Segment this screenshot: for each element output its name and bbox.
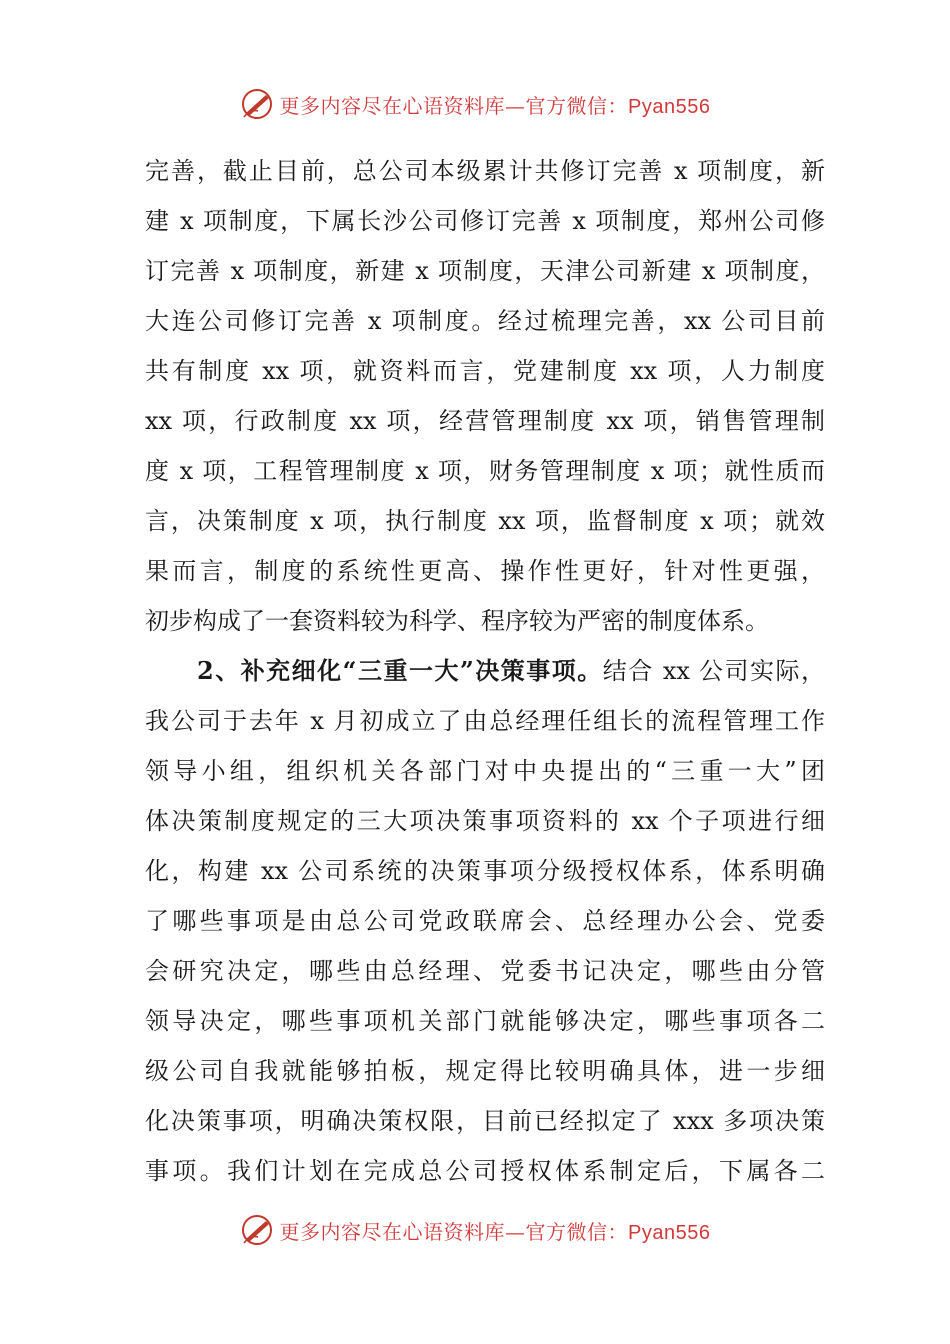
text-line: 级公司自我就能够拍板，规定得比较明确具体，进一步细 bbox=[145, 1057, 825, 1085]
wechat-handle: Pyan556 bbox=[628, 95, 711, 118]
header-banner bbox=[0, 82, 950, 126]
text-line: 初步构成了一套资料较为科学、程序较为严密的制度体系。 bbox=[145, 607, 769, 635]
text-line: 领导决定，哪些事项机关部门就能够决定，哪些事项各二 bbox=[145, 1007, 825, 1035]
text-line: xx 项，行政制度 xx 项，经营管理制度 xx 项，销售管理制 bbox=[145, 407, 825, 435]
text-line: 了哪些事项是由总公司党政联席会、总经理办公会、党委 bbox=[145, 907, 825, 935]
heading-continuation: 结合 xx 公司实际， bbox=[602, 657, 826, 685]
text-line: 订完善 x 项制度，新建 x 项制度，天津公司新建 x 项制度， bbox=[145, 257, 825, 285]
text-line: 会研究决定，哪些由总经理、党委书记决定，哪些由分管 bbox=[145, 957, 825, 985]
text-line: 果而言，制度的系统性更高、操作性更好，针对性更强， bbox=[145, 557, 825, 585]
banner-text bbox=[280, 90, 711, 119]
pen-circle-logo-icon bbox=[240, 87, 274, 121]
footer-banner bbox=[0, 1208, 950, 1252]
paragraph-2 bbox=[145, 646, 825, 1196]
paragraph-2-first-line bbox=[145, 646, 825, 696]
text-line: 度 x 项，工程管理制度 x 项，财务管理制度 x 项；就性质而 bbox=[145, 457, 825, 485]
text-line: 化决策事项，明确决策权限，目前已经拟定了 xxx 多项决策 bbox=[145, 1107, 825, 1135]
text-line: 完善，截止目前，总公司本级累计共修订完善 x 项制度，新 bbox=[145, 157, 825, 185]
text-line: 言，决策制度 x 项，执行制度 xx 项，监督制度 x 项；就效 bbox=[145, 507, 825, 535]
text-line: 建 x 项制度，下属长沙公司修订完善 x 项制度，郑州公司修 bbox=[145, 207, 825, 235]
text-line: 我公司于去年 x 月初成立了由总经理任组长的流程管理工作 bbox=[145, 707, 825, 735]
text-line: 领导小组，组织机关各部门对中央提出的“三重一大”团 bbox=[145, 757, 825, 785]
section-heading: 2、补充细化“三重一大”决策事项。 bbox=[197, 656, 603, 685]
paragraph-1 bbox=[145, 146, 825, 646]
text-line: 化，构建 xx 公司系统的决策事项分级授权体系，体系明确 bbox=[145, 857, 825, 885]
document-body bbox=[145, 146, 825, 1196]
text-line: 体决策制度规定的三大项决策事项资料的 xx 个子项进行细 bbox=[145, 807, 825, 835]
pen-circle-logo-icon bbox=[240, 1213, 274, 1247]
banner-text bbox=[280, 1216, 711, 1245]
text-line: 大连公司修订完善 x 项制度。经过梳理完善，xx 公司目前 bbox=[145, 307, 825, 335]
banner-label: 更多内容尽在心语资料库—官方微信： bbox=[279, 1219, 629, 1244]
text-line: 事项。我们计划在完成总公司授权体系制定后，下属各二 bbox=[145, 1157, 825, 1185]
banner-label: 更多内容尽在心语资料库—官方微信： bbox=[279, 93, 629, 118]
text-line: 共有制度 xx 项，就资料而言，党建制度 xx 项，人力制度 bbox=[145, 357, 825, 385]
wechat-handle: Pyan556 bbox=[628, 1221, 711, 1244]
